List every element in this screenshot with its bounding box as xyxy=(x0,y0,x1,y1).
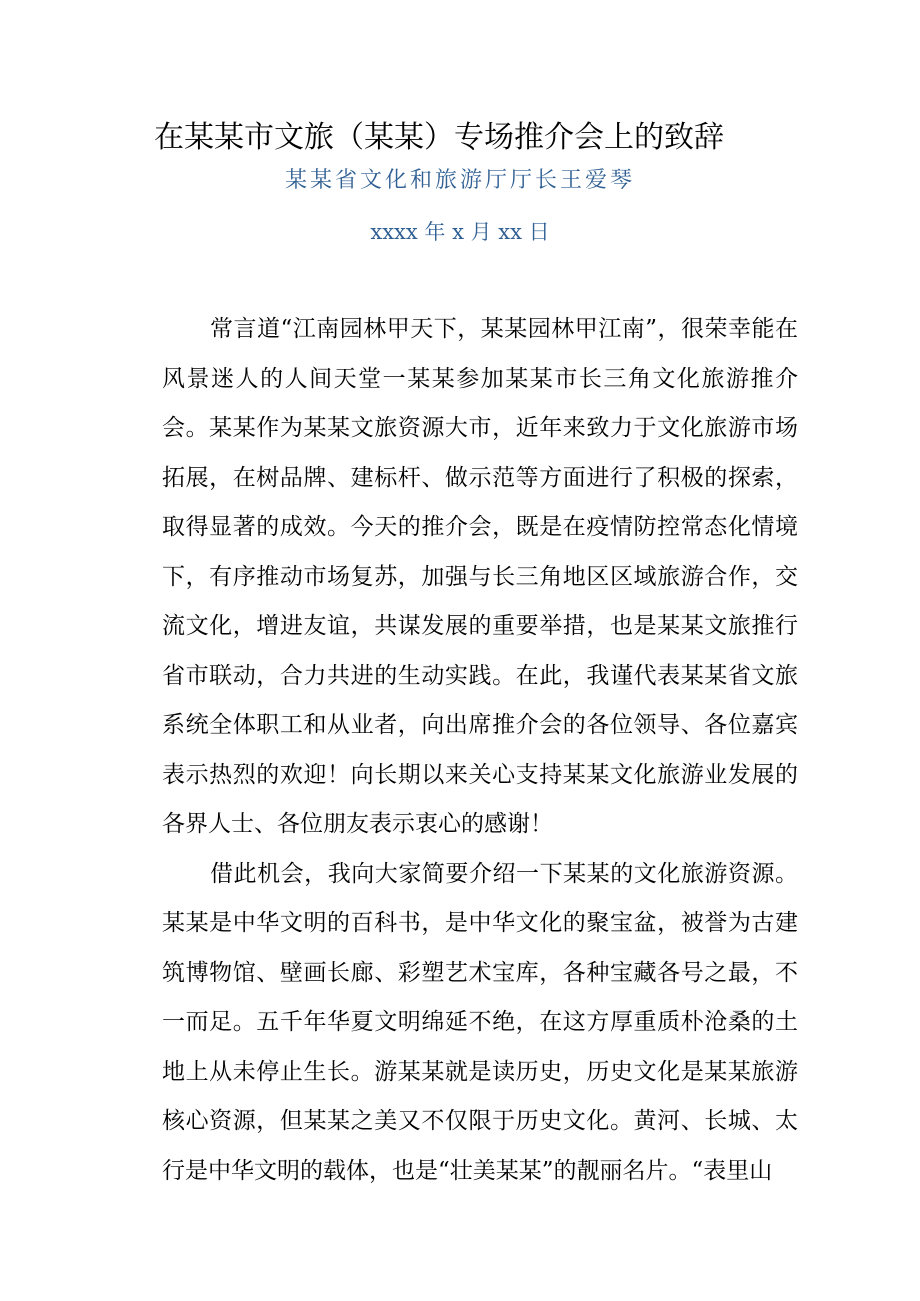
document-date: xxxx 年 x 月 xx 日 xyxy=(370,220,550,244)
document-body xyxy=(162,305,798,1196)
document-title: 在某某市文旅（某某）专场推介会上的致辞 xyxy=(154,120,724,155)
paragraph: 借此机会，我向大家简要介绍一下某某的文化旅游资源。某某是中华文明的百科书，是中华文化的聚宝盆，被誉为古建筑博物馆、壁画长廊、彩塑艺术宝库，各种宝藏各号之最，不一而足。五千年华夏文明绵延不绝，在这方厚重质朴沧桑的土地上从未停止生长。游某某就是读历史，历史文化是某某旅游核心资源，但某某之美又不仅限于历史文化。黄河、长城、太行是中华文明的载体，也是“壮美某某”的靓丽名片。“表里山 xyxy=(162,860,798,1184)
paragraph: 常言道“江南园林甲天下，某某园林甲江南”，很荣幸能在风景迷人的人间天堂一某某参加某某市长三角文化旅游推介会。某某作为某某文旅资源大市，近年来致力于文化旅游市场拓展，在树品牌、建标杆、做示范等方面进行了积极的探索，取得显著的成效。今天的推介会，既是在疫情防控常态化情境下，有序推动市场复苏，加强与长三角地区区域旅游合作，交流文化，增进友谊，共谋发展的重要举措，也是某某文旅推行省市联动，合力共进的生动实践。在此，我谨代表某某省文旅系统全体职工和从业者，向出席推介会的各位领导、各位嘉宾表示热烈的欢迎！向长期以来关心支持某某文化旅游业发展的各界人士、各位朋友表示衷心的感谢！ xyxy=(162,316,798,837)
document-subtitle: 某某省文化和旅游厅厅长王爱琴 xyxy=(284,168,635,193)
